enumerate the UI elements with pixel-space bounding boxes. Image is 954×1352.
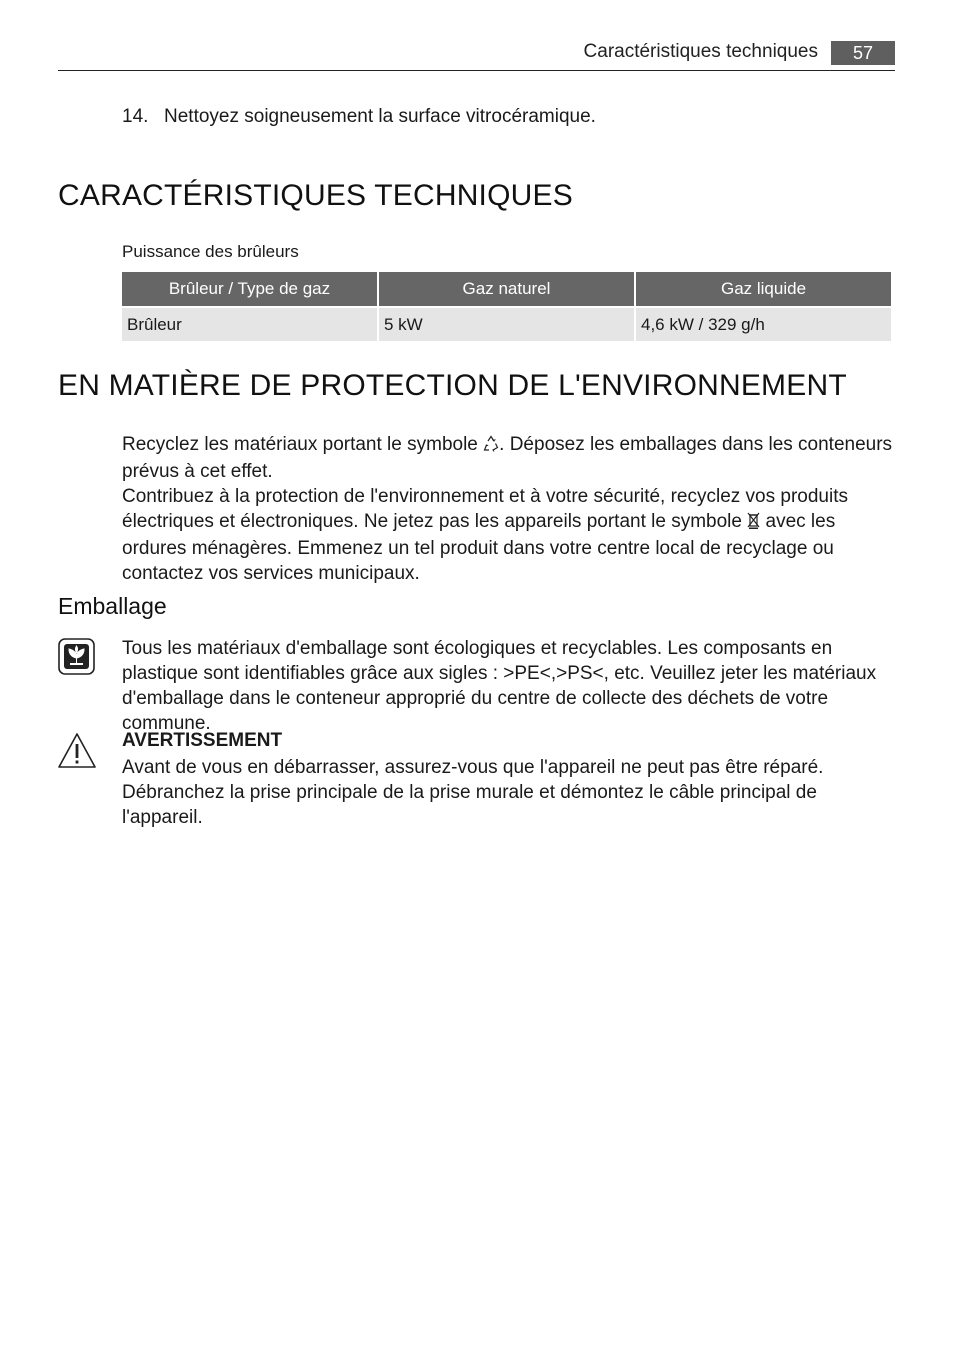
- header-section-title: Caractéristiques techniques: [583, 41, 818, 62]
- warning-triangle-icon: [57, 732, 97, 769]
- tech-specs-heading: CARACTÉRISTIQUES TECHNIQUES: [58, 179, 573, 212]
- recycling-text-start: Recyclez les matériaux portant le symbole: [122, 434, 484, 455]
- recycling-text-end: . Déposez les emballages dans les conteneurs prévus à cet effet.: [122, 434, 893, 482]
- packaging-heading: Emballage: [58, 593, 167, 619]
- column-header: Gaz naturel: [379, 272, 634, 308]
- column-header: Brûleur / Type de gaz: [122, 272, 377, 308]
- packaging-text: Tous les matériaux d'emballage sont écologiques et recyclables. Les composants en plastique sont identifiables grâce aux sigles : >PE<,>PS<, etc. Veuillez jeter les matériaux d'emballage dans le conteneur approprié du centre de collecte des déchets de votre commune.: [122, 638, 877, 734]
- warning-text: Avant de vous en débarrasser, assurez-vous que l'appareil ne peut pas être réparé. Débranchez la prise principale de la prise murale et démontez le câble principal de l'appareil.: [122, 757, 824, 828]
- weee-text-start: Contribuez à la protection de l'environnement et à votre sécurité, recyclez vos produits électriques et électroniques. Ne jetez pas les appareils portant le symbole: [122, 486, 848, 532]
- table-row: [122, 308, 891, 341]
- crossed-bin-icon: [747, 511, 760, 536]
- page-number: 57: [831, 41, 895, 65]
- table-cell: 5 kW: [379, 308, 634, 341]
- table-cell: 4,6 kW / 329 g/h: [636, 308, 891, 341]
- environment-text: [122, 432, 897, 586]
- weee-text-end: avec les ordures ménagères. Emmenez un tel produit dans votre centre local de recyclage ou contactez vos services municipaux.: [122, 511, 836, 584]
- table-header-row: [122, 272, 891, 308]
- table-cell: Brûleur: [122, 308, 377, 341]
- page-header: [58, 38, 895, 71]
- warning-title: AVERTISSEMENT: [122, 730, 283, 751]
- step-item: [122, 106, 596, 128]
- packaging-eco-icon: [58, 638, 95, 675]
- recycling-symbol-icon: [483, 434, 499, 459]
- recycling-paragraph: [122, 432, 897, 484]
- column-header: Gaz liquide: [636, 272, 891, 308]
- weee-paragraph: [122, 484, 897, 586]
- environment-heading: EN MATIÈRE DE PROTECTION DE L'ENVIRONNEMENT: [58, 369, 847, 402]
- step-text: Nettoyez soigneusement la surface vitrocéramique.: [164, 106, 596, 127]
- burner-power-table: [120, 272, 893, 341]
- table-caption: Puissance des brûleurs: [122, 242, 299, 261]
- step-number: 14.: [122, 106, 149, 127]
